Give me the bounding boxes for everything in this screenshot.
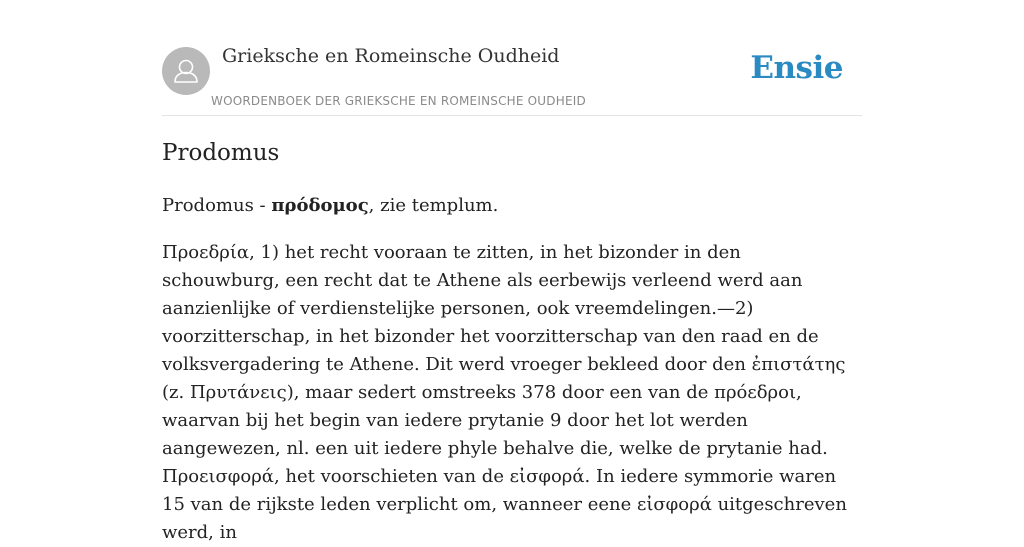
- book-avatar[interactable]: [162, 47, 210, 95]
- book-title[interactable]: Grieksche en Romeinsche Oudheid: [222, 45, 560, 67]
- book-header: [162, 0, 862, 116]
- intro-greek-term: πρόδομος: [271, 195, 369, 216]
- page-container: [162, 0, 862, 543]
- book-subtitle: WOORDENBOEK DER GRIEKSCHE EN ROMEINSCHE OUDHEID: [211, 94, 586, 108]
- entry-paragraph-2: Προεισφορά, het voorschieten van de εἰσφορά. In iedere symmorie waren 15 van de rijkste leden verplicht om, wanneer eene εἰσφορά uitgeschreven werd, in: [162, 466, 847, 543]
- entry-paragraph-1: Προεδρία, 1) het recht vooraan te zitten, in het bizonder in den schouwburg, een recht dat te Athene als eerbewijs verleend werd aan aanzienlijke of verdienstelijke personen, ook vreemdelingen.—2) voorzitterschap, in het bizonder het voorzitterschap van den raad en de volksvergadering te Athene. Dit werd vroeger bekleed door den ἐπιστάτης (z. Πρυτάνεις), maar sedert omstreeks 378 door een van de πρόεδροι, waarvan bij het begin van iedere prytanie 9 door het lot werden aangewezen, nl. een uit iedere phyle behalve die, welke de prytanie had.: [162, 242, 846, 459]
- intro-suffix: , zie templum.: [368, 195, 499, 216]
- entry-intro: [162, 192, 862, 220]
- entry-title: Prodomus: [162, 140, 280, 166]
- intro-prefix: Prodomus -: [162, 195, 272, 216]
- user-icon: [162, 47, 210, 95]
- entry-body: [162, 192, 862, 547]
- ensie-logo[interactable]: Ensie: [750, 50, 843, 86]
